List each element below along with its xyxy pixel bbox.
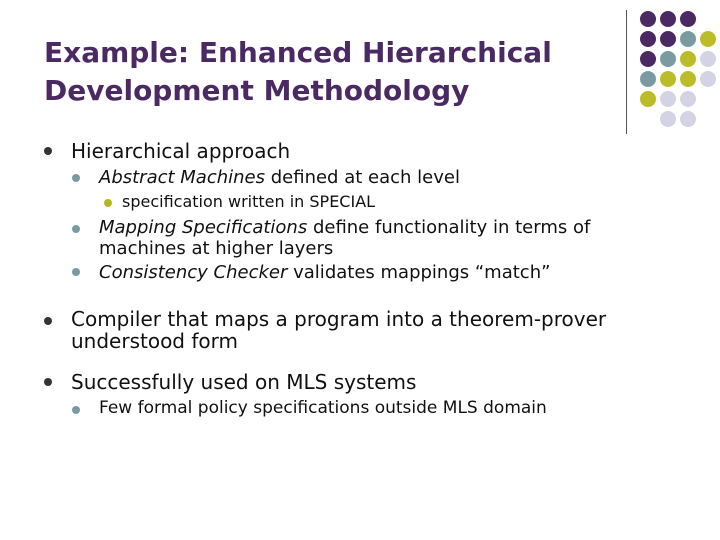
slide-title [44,34,604,110]
bullet-icon [104,199,112,207]
dot [700,31,716,47]
title-line-2: Development Methodology [44,74,470,107]
title-line-1: Example: Enhanced Hierarchical [44,36,552,69]
dot [680,91,696,107]
bullet-icon [72,225,80,233]
bullet-mapping-specifications: Mapping Specifications define functionality in terms of [99,217,591,238]
dot [640,31,656,47]
dot [680,11,696,27]
dot [660,111,676,127]
bullet-consistency-checker: Consistency Checker validates mappings “match” [99,262,551,283]
bullet-icon [72,406,80,414]
bullet-successfully-used: Successfully used on MLS systems [71,370,417,394]
dot [660,91,676,107]
term-consistency-checker: Consistency Checker [99,262,288,283]
bullet-hierarchical-approach: Hierarchical approach [71,139,291,163]
bullet-compiler-cont: understood form [71,329,238,353]
term-mapping-specifications: Mapping Specifications [99,217,308,238]
dot [660,51,676,67]
dot [640,11,656,27]
bullet-mapping-specifications-cont: machines at higher layers [99,238,334,259]
bullet-icon [72,268,80,276]
dot [660,31,676,47]
dot [660,11,676,27]
bullet-specification-special: specification written in SPECIAL [122,192,376,211]
dot [700,71,716,87]
dot [680,71,696,87]
term-abstract-machines: Abstract Machines [99,167,266,188]
bullet-icon [44,147,52,155]
dot [640,91,656,107]
dot [680,31,696,47]
dot [680,51,696,67]
dot [640,51,656,67]
dot [680,111,696,127]
dot [700,51,716,67]
bullet-icon [44,317,52,325]
bullet-icon [44,378,52,386]
decorative-divider [626,10,627,134]
bullet-few-formal-policy: Few formal policy specifications outside MLS domain [99,398,547,418]
dot [640,71,656,87]
bullet-abstract-machines: Abstract Machines defined at each level [99,167,460,188]
bullet-compiler: Compiler that maps a program into a theorem-prover [71,307,607,331]
dot [660,71,676,87]
bullet-icon [72,174,80,182]
